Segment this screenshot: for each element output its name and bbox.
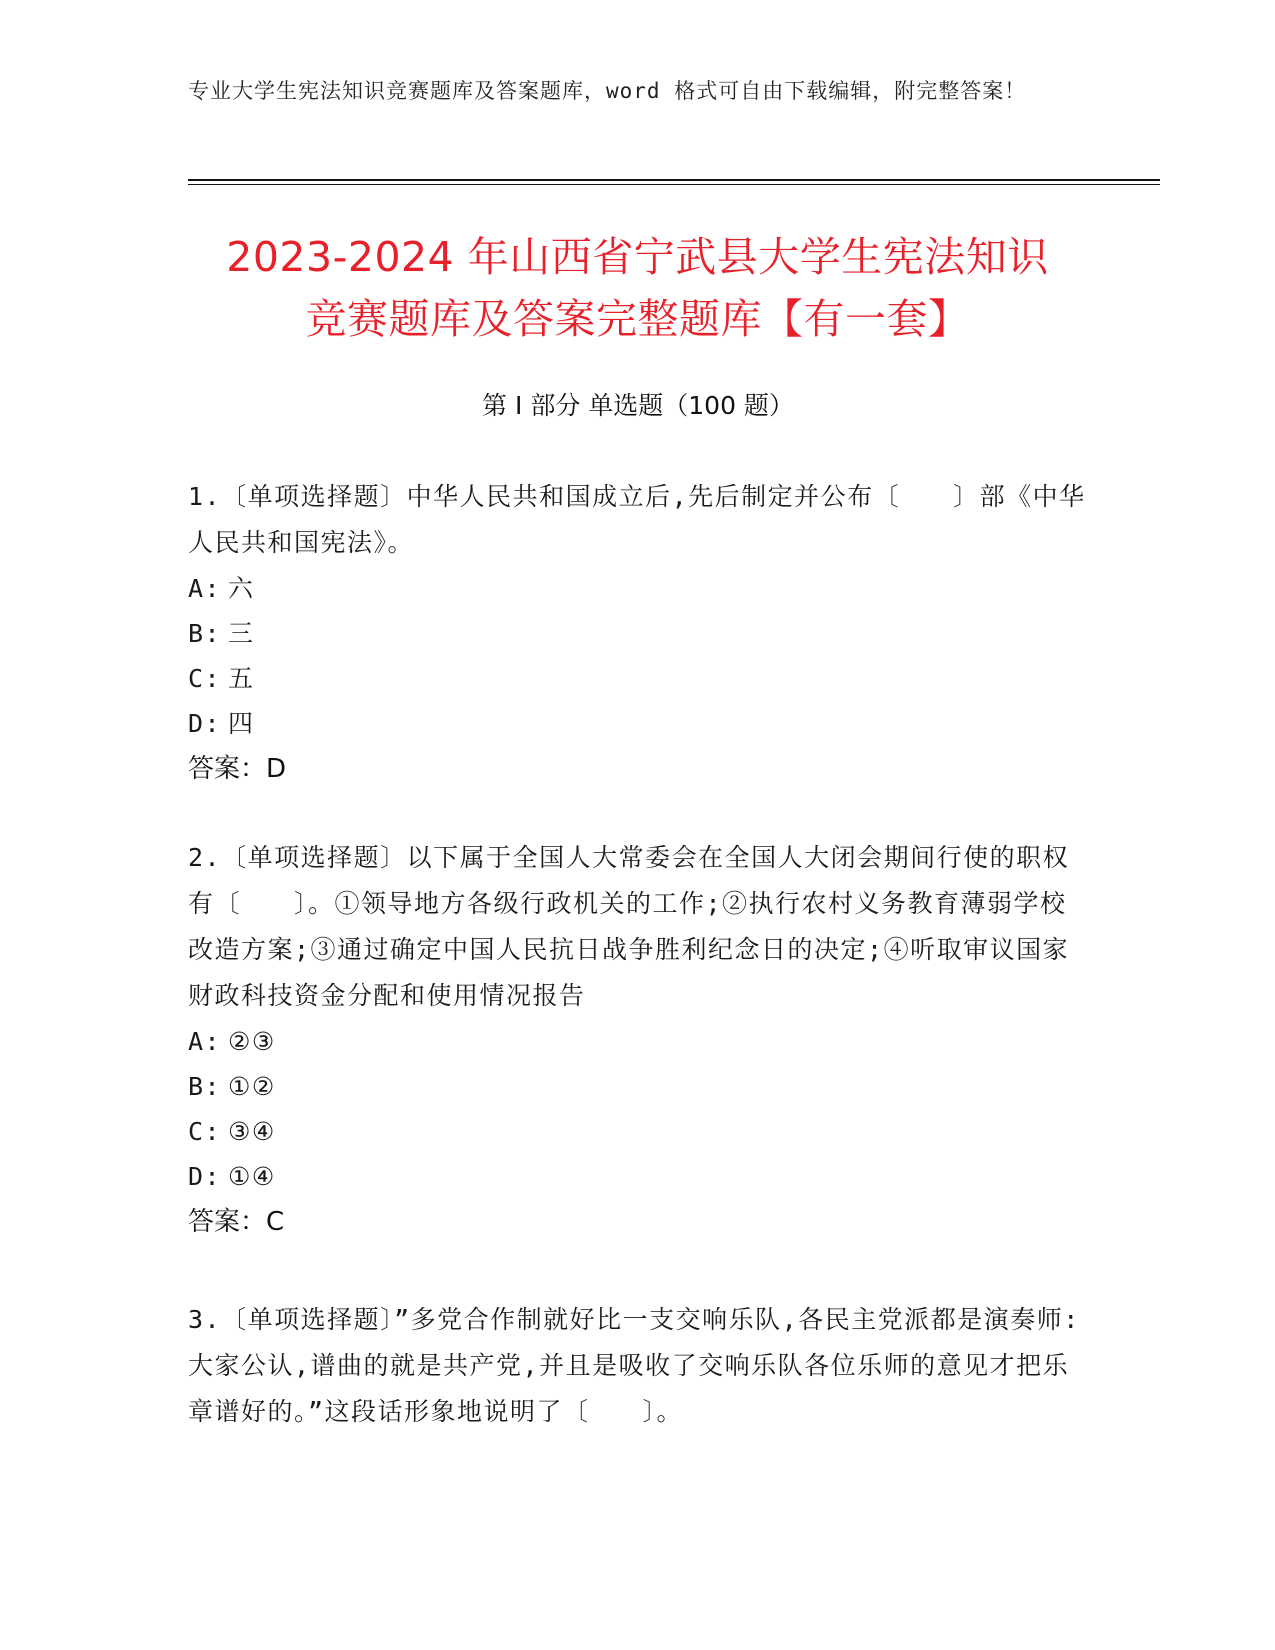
header-note: 专业大学生宪法知识竞赛题库及答案题库，word 格式可自由下载编辑，附完整答案！ [188, 79, 1027, 103]
option-key: A: [188, 574, 222, 603]
option-text: ③④ [228, 1117, 276, 1146]
option-c [188, 656, 1088, 701]
option-text: ①④ [228, 1162, 276, 1191]
section-title: 第 I 部分 单选题（100 题） [482, 391, 794, 420]
question-2 [188, 835, 1088, 1245]
option-key: D: [188, 709, 222, 738]
option-text: 三 [228, 619, 255, 648]
option-b [188, 1064, 1088, 1109]
option-text: 六 [228, 574, 255, 603]
header-divider-thin [188, 184, 1160, 185]
option-text: 五 [228, 664, 255, 693]
document-title-line-2: 竞赛题库及答案完整题库【有一套】 [305, 295, 970, 343]
question-1 [188, 474, 1088, 792]
option-key: B: [188, 619, 222, 648]
question-stem: 2.〔单项选择题〕以下属于全国人大常委会在全国人大闭会期间行使的职权有〔 〕。①领导地方各级行政机关的工作;②执行农村义务教育薄弱学校改造方案;③通过确定中国人民抗日战争胜利纪念日的决定;④听取审议国家财政科技资金分配和使用情况报告 [188, 843, 1070, 1010]
answer-line: 答案：D [188, 754, 287, 784]
option-text: 四 [228, 709, 255, 738]
option-c [188, 1109, 1088, 1154]
question-stem: 3.〔单项选择题〕”多党合作制就好比一支交响乐队,各民主党派都是演奏师:大家公认,谱曲的就是共产党,并且是吸收了交响乐队各位乐师的意见才把乐章谱好的。”这段话形象地说明了〔 〕。 [188, 1305, 1080, 1426]
option-b [188, 611, 1088, 656]
option-d [188, 701, 1088, 746]
option-key: C: [188, 664, 222, 693]
option-d [188, 1154, 1088, 1199]
option-text: ②③ [228, 1027, 276, 1056]
option-key: D: [188, 1162, 222, 1191]
document-title-line-1: 2023-2024 年山西省宁武县大学生宪法知识 [226, 233, 1049, 281]
question-3 [188, 1297, 1088, 1435]
option-a [188, 1019, 1088, 1064]
answer-line: 答案：C [188, 1207, 285, 1237]
option-key: A: [188, 1027, 222, 1056]
option-key: B: [188, 1072, 222, 1101]
question-stem: 1.〔单项选择题〕中华人民共和国成立后,先后制定并公布〔 〕部《中华人民共和国宪法》。 [188, 482, 1086, 557]
option-a [188, 566, 1088, 611]
option-key: C: [188, 1117, 222, 1146]
document-title [150, 226, 1125, 350]
header-divider-thick [188, 179, 1160, 181]
option-text: ①② [228, 1072, 276, 1101]
